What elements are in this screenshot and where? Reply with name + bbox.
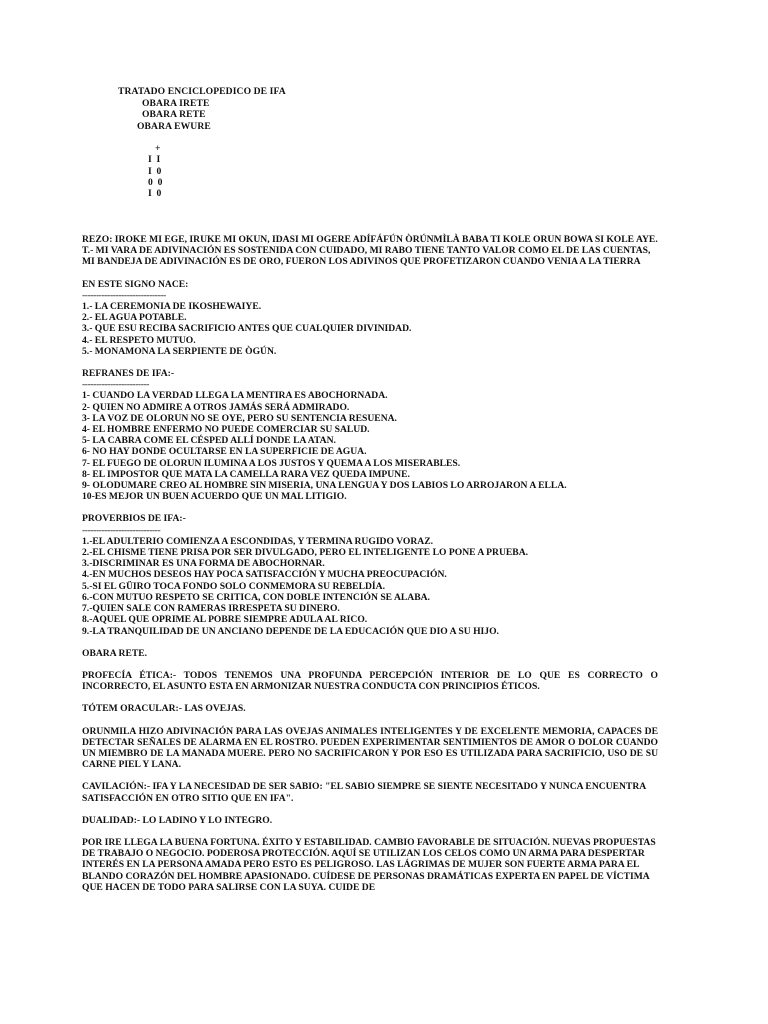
sign-row-4: I 0 <box>148 188 162 199</box>
refranes-heading: REFRANES DE IFA:- <box>82 368 175 380</box>
dualidad-paragraph: DUALIDAD:- LO LADINO Y LO INTEGRO. <box>82 814 273 826</box>
nace-item: 2.- EL AGUA POTABLE. <box>82 312 187 324</box>
proverbio-item: 6.-CON MUTUO RESPETO SE CRITICA, CON DOBLE INTENCIÓN SE ALABA. <box>82 591 430 603</box>
document-body <box>82 234 658 893</box>
proverbio-item: 2.-EL CHISME TIENE PRISA POR SER DIVULGADO, PERO EL INTELIGENTE LO PONE A PRUEBA. <box>82 547 529 559</box>
refran-item: 4- EL HOMBRE ENFERMO NO PUEDE COMERCIAR SU SALUD. <box>82 424 370 436</box>
proverbio-item: 7.-QUIEN SALE CON RAMERAS IRRESPETA SU DINERO. <box>82 603 340 615</box>
totem-paragraph: TÓTEM ORACULAR:- LAS OVEJAS. <box>82 703 246 715</box>
sign-row-3: 0 0 <box>148 177 163 188</box>
proverbios-divider: ---------------------------- <box>82 524 161 536</box>
document-title: TRATADO ENCICLOPEDICO DE IFA <box>118 86 286 97</box>
refran-item: 8- EL IMPOSTOR QUE MATA LA CAMELLA RARA VEZ QUEDA IMPUNE. <box>82 468 410 480</box>
translation-paragraph: T.- MI VARA DE ADIVINACIÓN ES SOSTENIDA CON CUIDADO, MI RABO TIENE TANTO VALOR COMO EL DE LAS CUENTAS, MI BANDEJA DE ADIVINACIÓN ES DE ORO, FUERON LOS ADIVINOS QUE PROFETIZARON CUANDO VENIA A LA TIERRA <box>82 245 651 268</box>
header-line-obara-ewure: OBARA EWURE <box>137 121 211 132</box>
sign-top-mark: + <box>155 143 161 154</box>
proverbio-item: 5.-SI EL GÜIRO TOCA FONDO SOLO CONMEMORA SU REBELDÍA. <box>82 580 385 592</box>
refranes-divider: ------------------------ <box>82 379 150 391</box>
refran-item: 9- OLODUMARE CREO AL HOMBRE SIN MISERIA, UNA LENGUA Y DOS LABIOS LO ARROJARON A ELLA. <box>82 480 567 492</box>
sign-row-2: I 0 <box>148 166 162 177</box>
refran-item: 6- NO HAY DONDE OCULTARSE EN LA SUPERFICIE DE AGUA. <box>82 446 367 458</box>
nace-divider: ------------------------------ <box>82 289 166 301</box>
sign-row-1: I I <box>148 154 161 165</box>
nace-item: 3.- QUE ESU RECIBA SACRIFICIO ANTES QUE CUALQUIER DIVINIDAD. <box>82 323 412 335</box>
proverbio-item: 4.-EN MUCHOS DESEOS HAY POCA SATISFACCIÓN Y MUCHA PREOCUPACIÓN. <box>82 569 447 581</box>
nace-heading: EN ESTE SIGNO NACE: <box>82 278 189 290</box>
refran-item: 3- LA VOZ DE OLORUN NO SE OYE, PERO SU SENTENCIA RESUENA. <box>82 412 397 424</box>
nace-item: 4.- EL RESPETO MUTUO. <box>82 334 196 346</box>
nace-item: 1.- LA CEREMONIA DE IKOSHEWAIYE. <box>82 301 262 313</box>
header-line-obara-rete: OBARA RETE <box>142 109 206 120</box>
refran-item: 5- LA CABRA COME EL CÉSPED ALLÍ DONDE LA ATAN. <box>82 435 336 447</box>
obara-rete-heading: OBARA RETE. <box>82 647 148 659</box>
refran-item: 1- CUANDO LA VERDAD LLEGA LA MENTIRA ES ABOCHORNADA. <box>82 390 388 402</box>
cavilacion-paragraph: CAVILACIÓN:- IFA Y LA NECESIDAD DE SER SABIO: "EL SABIO SIEMPRE SE SIENTE NECESITADO Y NUNCA ENCUENTRA SATISFACCIÓN EN OTRO SITIO QUE EN IFA". <box>82 781 646 804</box>
por-ire-paragraph: POR IRE LLEGA LA BUENA FORTUNA. ÉXITO Y ESTABILIDAD. CAMBIO FAVORABLE DE SITUACIÓN. NUEVAS PROPUESTAS DE TRABAJO O NEGOCIO. PODEROSA PROTECCIÓN. AQUÍ SE UTILIZAN LOS CELOS COMO UN ARMA PARA DESPERTAR INTERÉS EN LA PERSONA AMADA PERO ESTO ES PELIGROSO. LAS LÁGRIMAS DE MUJER SON FUERTE ARMA PARA EL BLANDO CORAZÓN DEL HOMBRE APASIONADO. CUÍDESE DE PERSONAS DRAMÁTICAS EXPERTA EN PAPEL DE VÍCTIMA QUE HACEN DE TODO PARA SALIRSE CON LA SUYA. CUIDE DE <box>82 836 656 893</box>
proverbios-heading: PROVERBIOS DE IFA:- <box>82 513 186 525</box>
proverbio-item: 9.-LA TRANQUILIDAD DE UN ANCIANO DEPENDE DE LA EDUCACIÓN QUE DIO A SU HIJO. <box>82 625 499 637</box>
orunmila-paragraph: ORUNMILA HIZO ADIVINACIÓN PARA LAS OVEJAS ANIMALES INTELIGENTES Y DE EXCELENTE MEMORIA, CAPACES DE DETECTAR SEÑALES DE ALARMA EN EL ROSTRO. PUEDEN EXPERIMENTAR SENTIMIENTOS DE AMOR O DOLOR CUANDO UN MIEMBRO DE LA MANADA MUERE. PERO NO SACRIFICARON Y POR ESO ES UTILIZADA PARA SACRIFICIO, USO DE SU CARNE PIEL Y LANA. <box>82 725 658 771</box>
header-line-obara-irete: OBARA IRETE <box>142 98 210 109</box>
proverbio-item: 3.-DISCRIMINAR ES UNA FORMA DE ABOCHORNAR. <box>82 558 325 570</box>
refran-item: 10-ES MEJOR UN BUEN ACUERDO QUE UN MAL LITIGIO. <box>82 491 347 503</box>
refran-item: 2- QUIEN NO ADMIRE A OTROS JAMÁS SERÁ ADMIRADO. <box>82 401 350 413</box>
refran-item: 7- EL FUEGO DE OLORUN ILUMINA A LOS JUSTOS Y QUEMA A LOS MISERABLES. <box>82 457 461 469</box>
profecia-paragraph: PROFECÍA ÉTICA:- TODOS TENEMOS UNA PROFUNDA PERCEPCIÓN INTERIOR DE LO QUE ES CORRECTO O INCORRECTO, EL ASUNTO ESTA EN ARMONIZAR NUESTRA CONDUCTA CON PRINCIPIOS ÉTICOS. <box>82 669 658 693</box>
proverbio-item: 8.-AQUEL QUE OPRIME AL POBRE SIEMPRE ADULA AL RICO. <box>82 614 368 626</box>
rezo-paragraph: REZO: IROKE MI EGE, IRUKE MI OKUN, IDASI MI OGERE ADÍFÁFÚN ÒRÚNMÌLÀ BABA TI KOLE ORUN BOWA SI KOLE AYE. <box>82 234 658 245</box>
proverbio-item: 1.-EL ADULTERIO COMIENZA A ESCONDIDAS, Y TERMINA RUGIDO VORAZ. <box>82 535 434 547</box>
nace-item: 5.- MONAMONA LA SERPIENTE DE ÒGÚN. <box>82 345 277 357</box>
